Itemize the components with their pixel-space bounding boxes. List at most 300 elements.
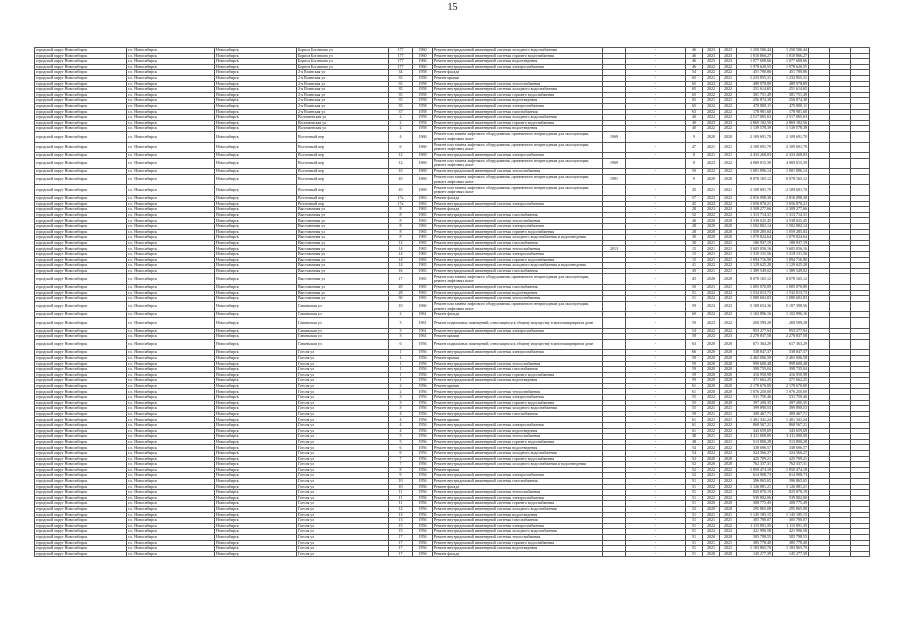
cost-cell: 1 401 341,24 — [737, 417, 773, 423]
end-cell: 2020 — [720, 218, 737, 224]
house-cell: 177 — [389, 64, 413, 70]
term-cell: 51 — [686, 523, 703, 529]
region-cell: городской округ Новосибирск — [35, 383, 127, 389]
term-cell: 52 — [686, 506, 703, 512]
end-cell: 2023 — [720, 48, 737, 54]
start-cell: 2021 — [703, 439, 720, 445]
term-cell: 30 — [686, 235, 703, 241]
house-cell: 7 — [389, 462, 413, 468]
work-cell: Ремонт или замена лифтового оборудования, признанного непригодным для эксплуатации, ремонт лифтовых шахт — [433, 301, 603, 312]
end-cell: 2020 — [720, 131, 737, 142]
limit-cell: 1 001 896,14 — [773, 169, 809, 175]
end-cell: 2021 — [720, 406, 737, 412]
house-cell: 4 — [389, 417, 413, 423]
limit-cell: 825 870,19 — [773, 490, 809, 496]
locality-cell: Новосибирск — [215, 185, 297, 196]
limit-cell: 1 978 620,55 — [773, 64, 809, 70]
limit-cell: 4 069 015,39 — [773, 158, 809, 169]
start-cell: 2020 — [703, 456, 720, 462]
region-cell: городской округ Новосибирск — [35, 92, 127, 98]
work-cell: Ремонт внутридомовой инженерной системы теплоснабжения — [433, 81, 603, 87]
municipality-cell: г.о. Новосибирск — [127, 87, 215, 93]
street-cell: Бориса Богаткова ул — [297, 53, 389, 59]
end-cell: 2022 — [720, 423, 737, 429]
end-cell: 2022 — [720, 529, 737, 535]
street-cell: Гоголя ул — [297, 506, 389, 512]
limit-cell: 2 109 691,70 — [773, 131, 809, 142]
end-cell: 2021 — [720, 434, 737, 440]
work-cell: Ремонт внутридомовой инженерной системы горячего водоснабжения — [433, 501, 603, 507]
cost-cell: 300 467,71 — [737, 411, 773, 417]
year-cell: 1960 — [413, 131, 433, 142]
house-cell: 8 — [389, 218, 413, 224]
end-cell: 2020 — [720, 389, 737, 395]
region-cell: городской округ Новосибирск — [35, 328, 127, 334]
start-cell: 2021 — [703, 473, 720, 479]
locality-cell: Новосибирск — [215, 301, 297, 312]
end-cell: 2020 — [720, 378, 737, 384]
cost-cell: 425 709,21 — [737, 456, 773, 462]
term-cell: 9 — [686, 174, 703, 185]
term-cell: 47 — [686, 142, 703, 153]
term-cell: 54 — [686, 70, 703, 76]
locality-cell: Новосибирск — [215, 75, 297, 81]
limit-cell: 1 183 865,70 — [773, 546, 809, 552]
term-cell: 51 — [686, 518, 703, 524]
start-cell: 2022 — [703, 212, 720, 218]
start-cell: 2020 — [703, 174, 720, 185]
start-cell: 2022 — [703, 428, 720, 434]
year-cell: 1960 — [413, 64, 433, 70]
municipality-cell: г.о. Новосибирск — [127, 126, 215, 132]
blank-cell — [809, 301, 830, 312]
table-row — [35, 185, 870, 196]
code-cell: - — [626, 423, 686, 429]
start-cell: 2021 — [703, 185, 720, 196]
cost-cell: 2 816 098,38 — [737, 196, 773, 202]
municipality-cell: г.о. Новосибирск — [127, 120, 215, 126]
cost-cell: 2 278 837,58 — [737, 334, 773, 340]
cost-cell: 4 069 015,39 — [737, 158, 773, 169]
code-cell: - — [626, 317, 686, 328]
limit-cell: 256 874,38 — [773, 98, 809, 104]
code-cell: - — [626, 367, 686, 373]
work-cell: Ремонт фасада — [433, 207, 603, 213]
region-cell: городской округ Новосибирск — [35, 434, 127, 440]
cost-cell: 1 129 625,28 — [737, 263, 773, 269]
locality-cell: Новосибирск — [215, 439, 297, 445]
start-cell: 2022 — [703, 201, 720, 207]
year-cell: 1965 — [413, 274, 433, 285]
locality-cell: Новосибирск — [215, 201, 297, 207]
end-cell: 2022 — [720, 428, 737, 434]
limit-cell: 421 996,58 — [773, 529, 809, 535]
end-cell: 2022 — [720, 478, 737, 484]
blank-cell — [851, 158, 870, 169]
start-cell: 2022 — [703, 64, 720, 70]
work-cell: Ремонт внутридомовой инженерной системы водоотведения — [433, 445, 603, 451]
term-cell: 40 — [686, 126, 703, 132]
municipality-cell: г.о. Новосибирск — [127, 109, 215, 115]
locality-cell: Новосибирск — [215, 328, 297, 334]
cost-cell: 1 850 474,18 — [737, 467, 773, 473]
region-cell: городской округ Новосибирск — [35, 361, 127, 367]
year-cell: 1956 — [413, 534, 433, 540]
end-cell: 2021 — [720, 142, 737, 153]
work-cell: Ремонт внутридомовой инженерной системы холодного водоснабжения — [433, 406, 603, 412]
term-cell: 58 — [686, 334, 703, 340]
work-cell: Ремонт внутридомовой инженерной системы горячего водоснабжения — [433, 229, 603, 235]
blank-cell — [809, 185, 830, 196]
code-cell: - — [626, 523, 686, 529]
work-cell: Ремонт внутридомовой инженерной системы теплоснабжения — [433, 169, 603, 175]
end-cell: 2021 — [720, 540, 737, 546]
municipality-cell: г.о. Новосибирск — [127, 201, 215, 207]
work-cell: Ремонт внутридомовой инженерной системы электроснабжения — [433, 153, 603, 159]
term-cell: 28 — [686, 207, 703, 213]
municipality-cell: г.о. Новосибирск — [127, 490, 215, 496]
work-cell: Ремонт внутридомовой инженерной системы теплоснабжения — [433, 218, 603, 224]
start-cell: 2023 — [703, 207, 720, 213]
street-cell: Восточный пер — [297, 158, 389, 169]
blank-cell — [851, 274, 870, 285]
work-cell: Ремонт подвальных помещений, относящихся к общему имуществу в многоквартирном доме — [433, 339, 603, 350]
end-cell: 2021 — [720, 98, 737, 104]
year-cell: 1965 — [413, 207, 433, 213]
end-cell: 2020 — [720, 462, 737, 468]
code-cell: - — [626, 395, 686, 401]
municipality-cell: г.о. Новосибирск — [127, 534, 215, 540]
municipality-cell: г.о. Новосибирск — [127, 518, 215, 524]
limit-cell: 2 278 837,58 — [773, 334, 809, 340]
end-cell: 2022 — [720, 296, 737, 302]
cost-cell: 451 780,86 — [737, 70, 773, 76]
house-cell: 2 — [389, 126, 413, 132]
term-cell: 50 — [686, 284, 703, 290]
work-cell: Ремонт фасада — [433, 551, 603, 557]
cost-cell: 1 978 620,55 — [737, 64, 773, 70]
street-cell: Выставочная ул — [297, 263, 389, 269]
house-cell: 3 — [389, 328, 413, 334]
street-cell: Гоголя ул — [297, 367, 389, 373]
limit-cell: 308 775,49 — [773, 501, 809, 507]
municipality-cell: г.о. Новосибирск — [127, 473, 215, 479]
locality-cell: Новосибирск — [215, 64, 297, 70]
house-cell: 4 — [389, 131, 413, 142]
limit-cell: 178 981,68 — [773, 109, 809, 115]
region-cell: городской округ Новосибирск — [35, 218, 127, 224]
blank-cell — [851, 317, 870, 328]
limit-cell: 2 816 098,38 — [773, 196, 809, 202]
term-cell: 60 — [686, 312, 703, 318]
start-cell: 2021 — [703, 546, 720, 552]
limit-cell: 1 059 285,04 — [773, 229, 809, 235]
house-cell: 17а — [389, 201, 413, 207]
code-cell: - — [626, 48, 686, 54]
cost-cell: 2 869 182,56 — [737, 120, 773, 126]
locality-cell: Новосибирск — [215, 312, 297, 318]
street-cell: Гоголя ул — [297, 490, 389, 496]
end-cell: 2021 — [720, 252, 737, 258]
start-cell: 2021 — [703, 434, 720, 440]
house-cell: 11 — [389, 490, 413, 496]
municipality-cell: г.о. Новосибирск — [127, 196, 215, 202]
limit-cell: 338 696,57 — [773, 445, 809, 451]
start-cell: 2021 — [703, 246, 720, 252]
start-cell: 2020 — [703, 383, 720, 389]
work-cell: Ремонт внутридомовой инженерной системы электроснабжения — [433, 473, 603, 479]
limit-cell: 8 078 165,12 — [773, 274, 809, 285]
term-cell: 54 — [686, 451, 703, 457]
cost-cell: 371 662,25 — [737, 378, 773, 384]
municipality-cell: г.о. Новосибирск — [127, 174, 215, 185]
limit-cell: 614 908,73 — [773, 473, 809, 479]
work-cell: Ремонт внутридомовой инженерной системы электроснабжения — [433, 201, 603, 207]
code-cell: - — [626, 290, 686, 296]
locality-cell: Новосибирск — [215, 445, 297, 451]
work-cell: Ремонт или замена лифтового оборудования, признанного непригодным для эксплуатации, ремонт лифтовых шахт — [433, 158, 603, 169]
year-cell: 1956 — [413, 540, 433, 546]
limit-cell: 1 080 602,83 — [773, 296, 809, 302]
code-cell: - — [626, 64, 686, 70]
region-cell: городской округ Новосибирск — [35, 274, 127, 285]
end-cell: 2022 — [720, 158, 737, 169]
start-cell: 2021 — [703, 268, 720, 274]
street-cell: Гоголя ул — [297, 372, 389, 378]
work-cell: Ремонт подвальных помещений, относящихся к общему имуществу в многоквартирном доме — [433, 317, 603, 328]
start-cell: 2020 — [703, 235, 720, 241]
house-cell: 35 — [389, 87, 413, 93]
locality-cell: Новосибирск — [215, 257, 297, 263]
term-cell: 8 — [686, 158, 703, 169]
house-cell: 9 — [389, 473, 413, 479]
limit-cell: 2 517 005,63 — [773, 115, 809, 121]
house-cell: 15 — [389, 523, 413, 529]
year-cell: 1960 — [413, 53, 433, 59]
house-cell: 14 — [389, 263, 413, 269]
year-cell: 1958 — [413, 70, 433, 76]
start-cell: 2021 — [703, 257, 720, 263]
house-cell: 14 — [389, 257, 413, 263]
region-cell: городской округ Новосибирск — [35, 523, 127, 529]
house-cell: 11 — [389, 501, 413, 507]
municipality-cell: г.о. Новосибирск — [127, 495, 215, 501]
term-cell: 61 — [686, 389, 703, 395]
end-cell: 2022 — [720, 70, 737, 76]
year-cell: 1958 — [413, 126, 433, 132]
region-cell: городской округ Новосибирск — [35, 296, 127, 302]
limit-cell: 513 800,28 — [773, 439, 809, 445]
code-cell: - — [626, 153, 686, 159]
term-cell: 65 — [686, 75, 703, 81]
municipality-cell: г.о. Новосибирск — [127, 53, 215, 59]
term-cell: 59 — [686, 317, 703, 328]
limit-cell: 1 102 896,16 — [773, 312, 809, 318]
work-cell: Ремонт внутридомовой инженерной системы горячего водоснабжения — [433, 92, 603, 98]
term-cell: 40 — [686, 120, 703, 126]
end-cell: 2023 — [720, 334, 737, 340]
start-cell: 2020 — [703, 131, 720, 142]
work-cell: Ремонт внутридомовой инженерной системы теплоснабжения — [433, 296, 603, 302]
locality-cell: Новосибирск — [215, 224, 297, 230]
year-cell: 1965 — [413, 290, 433, 296]
term-cell: 59 — [686, 367, 703, 373]
locality-cell: Новосибирск — [215, 59, 297, 65]
limit-cell: 489 978,89 — [773, 81, 809, 87]
house-cell: 16 — [389, 169, 413, 175]
locality-cell: Новосибирск — [215, 120, 297, 126]
work-cell: Ремонт внутридомовой инженерной системы горячего водоснабжения — [433, 456, 603, 462]
locality-cell: Новосибирск — [215, 109, 297, 115]
register-sheet — [34, 47, 829, 557]
work-cell: Ремонт внутридомовой инженерной системы электроснабжения — [433, 224, 603, 230]
region-cell: городской округ Новосибирск — [35, 478, 127, 484]
end-cell: 2022 — [720, 263, 737, 269]
municipality-cell: г.о. Новосибирск — [127, 372, 215, 378]
locality-cell: Новосибирск — [215, 534, 297, 540]
cost-cell: 1 080 602,83 — [737, 296, 773, 302]
municipality-cell: г.о. Новосибирск — [127, 423, 215, 429]
term-cell: 30 — [686, 240, 703, 246]
code-cell: - — [626, 484, 686, 490]
house-cell: 10 — [389, 478, 413, 484]
region-cell: городской округ Новосибирск — [35, 59, 127, 65]
start-cell: 2020 — [703, 361, 720, 367]
locality-cell: Новосибирск — [215, 218, 297, 224]
start-cell: 2022 — [703, 70, 720, 76]
house-cell: 3 — [389, 400, 413, 406]
work-cell: Ремонт внутридомовой инженерной системы водоотведения — [433, 98, 603, 104]
code-cell: - — [626, 406, 686, 412]
limit-cell: 451 780,86 — [773, 70, 809, 76]
year-cell: 1965 — [413, 235, 433, 241]
region-cell: городской округ Новосибирск — [35, 103, 127, 109]
limit-cell: 1 139 578,39 — [773, 126, 809, 132]
code-cell: - — [626, 478, 686, 484]
region-cell: городской округ Новосибирск — [35, 367, 127, 373]
house-cell: 10 — [389, 301, 413, 312]
work-cell: Ремонт крыши — [433, 467, 603, 473]
start-cell: 2021 — [703, 284, 720, 290]
street-cell: Выставочная ул — [297, 218, 389, 224]
locality-cell: Новосибирск — [215, 81, 297, 87]
end-cell: 2020 — [720, 534, 737, 540]
work-cell: Ремонт крыши — [433, 334, 603, 340]
term-cell: 28 — [686, 224, 703, 230]
work-cell: Ремонт внутридомовой инженерной системы газоснабжения — [433, 478, 603, 484]
end-cell: 2023 — [720, 196, 737, 202]
street-cell: Выставочная ул — [297, 240, 389, 246]
cost-cell: 1 102 896,16 — [737, 312, 773, 318]
register-body — [35, 48, 870, 557]
start-cell: 2022 — [703, 395, 720, 401]
code-cell — [626, 131, 686, 142]
term-cell: 52 — [686, 467, 703, 473]
street-cell: Гаваньская ул — [297, 339, 389, 350]
region-cell: городской округ Новосибирск — [35, 174, 127, 185]
street-cell: Выставочная ул — [297, 246, 389, 252]
end-cell: 2022 — [720, 484, 737, 490]
locality-cell: Новосибирск — [215, 263, 297, 269]
work-cell: Ремонт внутридомовой инженерной системы теплоснабжения — [433, 389, 603, 395]
limit-cell: 3 411 000,00 — [773, 434, 809, 440]
work-cell: Ремонт или замена лифтового оборудования, признанного непригодным для эксплуатации, ремонт лифтовых шахт — [433, 142, 603, 153]
start-cell: 2022 — [703, 92, 720, 98]
term-cell: 51 — [686, 501, 703, 507]
term-cell: 28 — [686, 229, 703, 235]
locality-cell: Новосибирск — [215, 103, 297, 109]
end-cell: 2020 — [720, 506, 737, 512]
note-cell: 1969 — [603, 158, 626, 169]
year-cell: 1965 — [413, 284, 433, 290]
municipality-cell: г.о. Новосибирск — [127, 367, 215, 373]
house-cell: 2 — [389, 389, 413, 395]
end-cell: 2021 — [720, 257, 737, 263]
locality-cell: Новосибирск — [215, 523, 297, 529]
code-cell: - — [626, 218, 686, 224]
municipality-cell: г.о. Новосибирск — [127, 142, 215, 153]
street-cell: Гаваньская ул — [297, 301, 389, 312]
term-cell: 40 — [686, 115, 703, 121]
municipality-cell: г.о. Новосибирск — [127, 456, 215, 462]
cost-cell: 1 183 865,70 — [737, 546, 773, 552]
end-cell: 2021 — [720, 439, 737, 445]
house-cell: 10 — [389, 484, 413, 490]
code-cell: - — [626, 296, 686, 302]
work-cell: Ремонт внутридомовой инженерной системы горячего водоснабжения — [433, 540, 603, 546]
locality-cell: Новосибирск — [215, 467, 297, 473]
house-cell: 30 — [389, 296, 413, 302]
locality-cell: Новосибирск — [215, 207, 297, 213]
end-cell: 2021 — [720, 153, 737, 159]
street-cell: Гоголя ул — [297, 467, 389, 473]
street-cell: Гоголя ул — [297, 355, 389, 361]
locality-cell: Новосибирск — [215, 395, 297, 401]
region-cell: городской округ Новосибирск — [35, 229, 127, 235]
end-cell: 2021 — [720, 417, 737, 423]
table-row — [35, 158, 870, 169]
code-cell: - — [626, 473, 686, 479]
year-cell: 1956 — [413, 339, 433, 350]
house-cell: 35 — [389, 81, 413, 87]
work-cell: Ремонт внутридомовой инженерной системы электроснабжения — [433, 64, 603, 70]
cost-cell: 256 874,38 — [737, 98, 773, 104]
house-cell: 37 — [389, 109, 413, 115]
municipality-cell: г.о. Новосибирск — [127, 103, 215, 109]
region-cell: городской округ Новосибирск — [35, 201, 127, 207]
start-cell: 2023 — [703, 334, 720, 340]
end-cell: 2022 — [720, 115, 737, 121]
code-cell: - — [626, 328, 686, 334]
year-cell: 1965 — [413, 257, 433, 263]
municipality-cell: г.о. Новосибирск — [127, 501, 215, 507]
locality-cell: Новосибирск — [215, 196, 297, 202]
municipality-cell: г.о. Новосибирск — [127, 439, 215, 445]
work-cell: Ремонт внутридомовой инженерной системы водоотведения — [433, 428, 603, 434]
cost-cell: 538 847,37 — [737, 350, 773, 356]
work-cell: Ремонт внутридомовой инженерной системы электроснабжения — [433, 495, 603, 501]
end-cell: 2023 — [720, 301, 737, 312]
table-row — [35, 174, 870, 185]
year-cell: 1956 — [413, 529, 433, 535]
start-cell: 2020 — [703, 355, 720, 361]
end-cell: 2022 — [720, 126, 737, 132]
locality-cell: Новосибирск — [215, 252, 297, 258]
cost-cell: 1 010 866,27 — [737, 53, 773, 59]
street-cell: Гоголя ул — [297, 383, 389, 389]
region-cell: городской округ Новосибирск — [35, 75, 127, 81]
blank-cell — [851, 339, 870, 350]
